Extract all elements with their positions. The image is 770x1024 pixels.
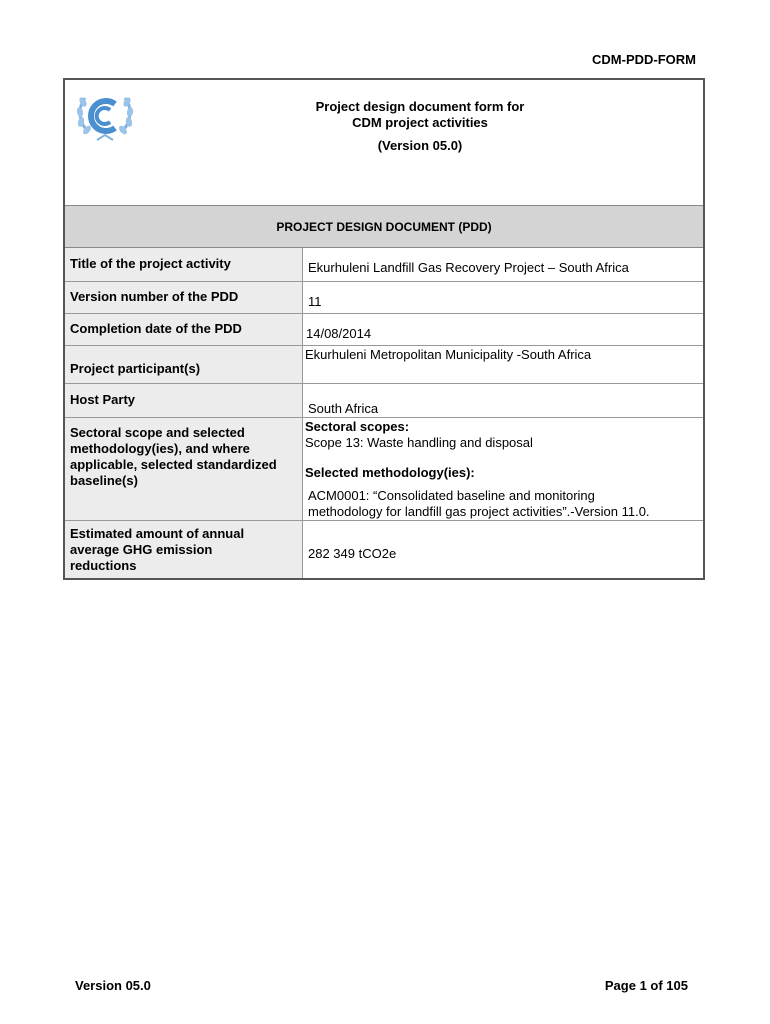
unfccc-logo-icon — [75, 88, 135, 146]
footer-version: Version 05.0 — [75, 978, 151, 993]
row-value: Ekurhuleni Metropolitan Municipality -South Africa — [305, 347, 592, 362]
form-id: CDM-PDD-FORM — [592, 52, 696, 67]
row-label-line: reductions — [70, 558, 137, 573]
row-value-cell — [303, 314, 703, 345]
row-value: Ekurhuleni Landfill Gas Recovery Project – South Africa — [308, 260, 629, 275]
row-label: Host Party — [70, 392, 136, 407]
pdd-cover-table — [63, 78, 705, 580]
row-value: 11 — [308, 294, 322, 309]
row-label-line: applicable, selected standardized — [70, 457, 277, 472]
row-value-cell — [303, 248, 703, 281]
row-label-cell — [65, 346, 303, 383]
row-value-cell — [303, 521, 703, 578]
methodology-heading: Selected methodology(ies): — [305, 465, 475, 480]
form-header — [65, 80, 703, 206]
row-label: Completion date of the PDD — [70, 321, 242, 336]
row-label-line: Estimated amount of annual — [70, 526, 245, 541]
sectoral-scopes-heading: Sectoral scopes: — [305, 419, 410, 434]
row-title — [65, 248, 703, 282]
row-label-cell — [65, 521, 303, 578]
footer-page-number: Page 1 of 105 — [604, 978, 688, 993]
row-label-cell — [65, 418, 303, 520]
row-value-cell — [303, 384, 703, 417]
methodology-line: methodology for landfill gas project activities”.-Version 11.0. — [308, 504, 650, 519]
row-label-cell — [65, 314, 303, 345]
row-value-cell — [303, 418, 703, 520]
form-version: (Version 05.0) — [377, 138, 463, 153]
sectoral-scope-value: Scope 13: Waste handling and disposal — [305, 435, 533, 450]
row-label-cell — [65, 248, 303, 281]
row-completion-date — [65, 314, 703, 346]
row-value: 14/08/2014 — [306, 326, 372, 341]
row-value-cell — [303, 282, 703, 313]
row-version — [65, 282, 703, 314]
row-label-line: Sectoral scope and selected — [70, 425, 245, 440]
row-label: Title of the project activity — [70, 256, 231, 271]
row-label-line: average GHG emission — [70, 542, 213, 557]
row-value-cell — [303, 346, 703, 383]
row-label-cell — [65, 384, 303, 417]
form-title — [225, 99, 615, 154]
row-value: 282 349 tCO2e — [308, 546, 397, 561]
row-participants — [65, 346, 703, 384]
methodology-line: ACM0001: “Consolidated baseline and monitoring — [308, 488, 595, 503]
row-sectoral-scope — [65, 418, 703, 521]
row-value: South Africa — [308, 401, 379, 416]
row-label-line: baseline(s) — [70, 473, 138, 488]
row-label: Version number of the PDD — [70, 289, 239, 304]
form-title-line-2: CDM project activities — [352, 115, 488, 130]
row-ghg-reductions — [65, 521, 703, 578]
row-label-line: methodology(ies), and where — [70, 441, 250, 456]
section-title: PROJECT DESIGN DOCUMENT (PDD) — [65, 206, 703, 248]
row-label: Project participant(s) — [70, 361, 201, 376]
form-title-line-1: Project design document form for — [315, 99, 525, 114]
row-label-cell — [65, 282, 303, 313]
row-host-party — [65, 384, 703, 418]
